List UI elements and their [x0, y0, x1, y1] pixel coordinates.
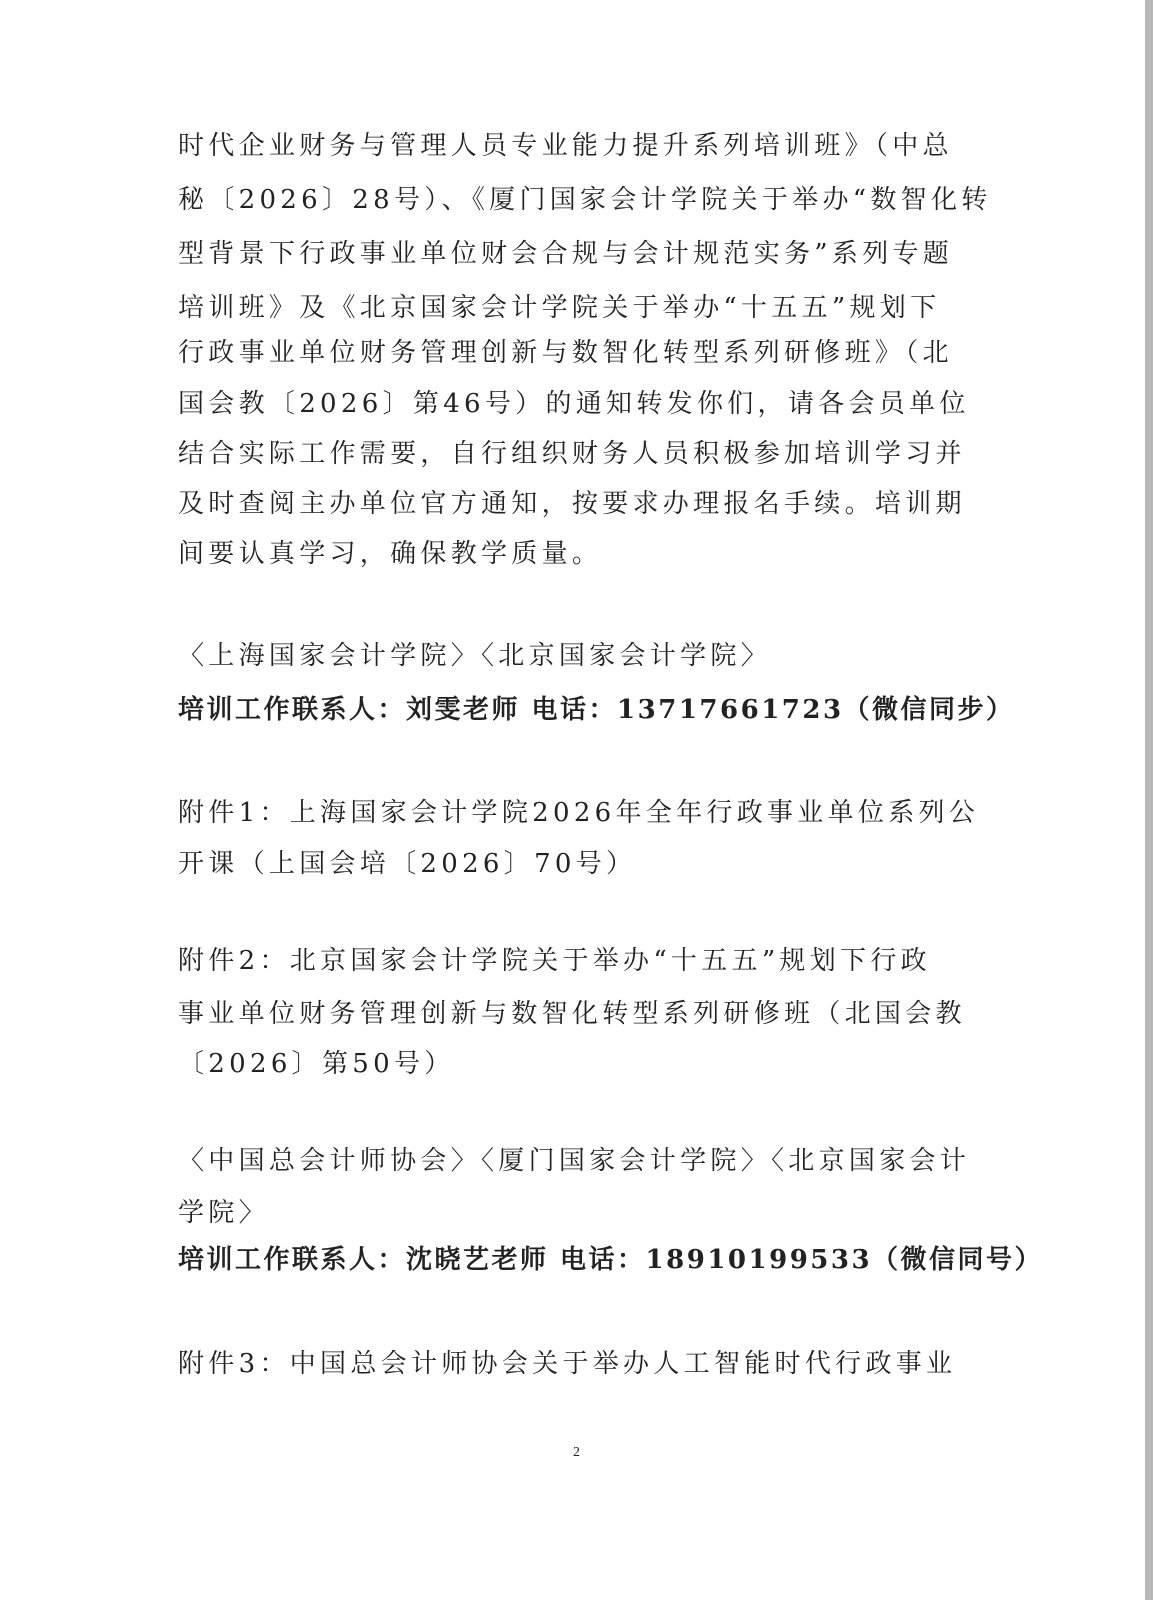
contact-line: 培训工作联系人：沈晓艺老师 电话：18910199533（微信同号） [178, 1245, 1044, 1275]
attachment-line: 附件1：上海国家会计学院2026年全年行政事业单位系列公 [178, 798, 980, 828]
body-text-line: 结合实际工作需要，自行组织财务人员积极参加培训学习并 [178, 439, 966, 469]
attachment-line: 事业单位财务管理创新与数智化转型系列研修班（北国会教 [178, 999, 966, 1029]
institution-heading: 〈中国总会计师协会〉〈厦门国家会计学院〉〈北京国家会计 [178, 1146, 971, 1176]
attachment-line: 开课（上国会培〔2026〕70号） [178, 849, 637, 879]
institution-heading: 〈上海国家会计学院〉〈北京国家会计学院〉 [178, 641, 772, 671]
body-text-line: 培训班》及《北京国家会计学院关于举办“十五五”规划下 [178, 293, 941, 323]
contact-line: 培训工作联系人：刘雯老师 电话：13717661723（微信同步） [178, 695, 1015, 725]
body-text-line: 秘〔2026〕28号）、《厦门国家会计学院关于举办“数智化转 [178, 185, 992, 215]
body-text-line: 时代企业财务与管理人员专业能力提升系列培训班》（中总 [178, 131, 953, 161]
body-text-line: 国会教〔2026〕第46号）的通知转发你们，请各会员单位 [178, 389, 970, 419]
attachment-line: 附件2：北京国家会计学院关于举办“十五五”规划下行政 [178, 946, 931, 976]
body-text-line: 型背景下行政事业单位财会合规与会计规范实务”系列专题 [178, 239, 954, 269]
body-text-line: 及时查阅主办单位官方通知，按要求办理报名手续。培训期 [178, 489, 966, 519]
page-number: 2 [573, 1445, 580, 1460]
body-text-line: 间要认真学习，确保教学质量。 [178, 539, 603, 569]
scan-edge-border [1145, 0, 1153, 1600]
attachment-line: 〔2026〕第50号） [178, 1049, 455, 1079]
attachment-line: 附件3：中国总会计师协会关于举办人工智能时代行政事业 [178, 1349, 957, 1379]
institution-heading: 学院〉 [178, 1198, 269, 1228]
body-text-line: 行政事业单位财务管理创新与数智化转型系列研修班》（北 [178, 338, 953, 368]
